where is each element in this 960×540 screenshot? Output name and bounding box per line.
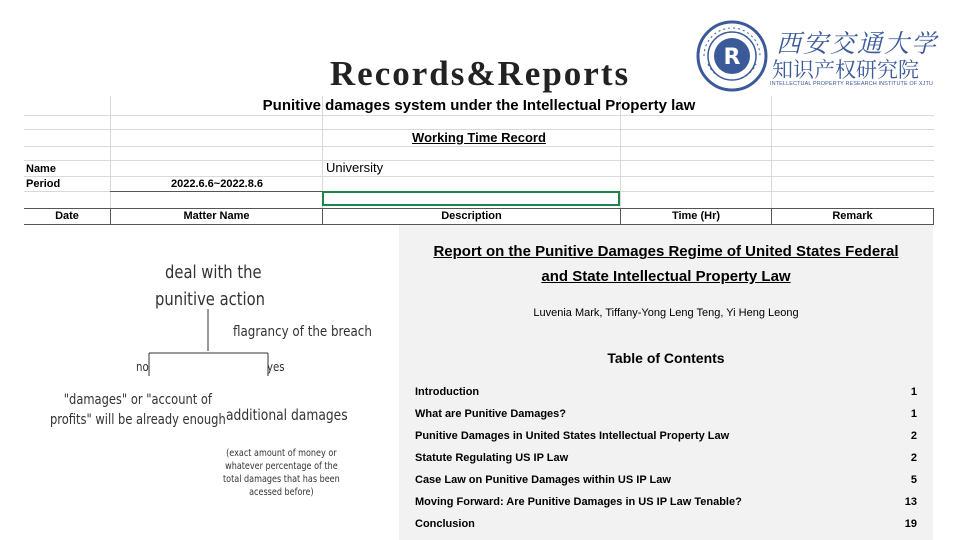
- grid-line: [24, 115, 934, 116]
- slide-title: Records&Reports: [329, 54, 631, 93]
- diagram-no-outcome: [50, 390, 226, 430]
- diagram-note-line: total damages that has been: [223, 474, 340, 485]
- logo-english-name: INTELLECTUAL PROPERTY RESEARCH INSTITUTE OF XJTU: [770, 81, 934, 87]
- diagram-yes-outcome: additional damages: [226, 406, 348, 424]
- toc-heading: Table of Contents: [607, 350, 725, 366]
- logo-institute-name: 知识产权研究院: [772, 58, 919, 82]
- diagram-root: [155, 259, 265, 313]
- diagram-note-line: (exact amount of money or: [226, 448, 337, 459]
- university-seal-icon: [696, 20, 768, 92]
- toc-entry-title: Statute Regulating US IP Law: [415, 452, 569, 464]
- sheet-subtitle: Working Time Record: [412, 130, 546, 145]
- diagram-root-line1: deal with the: [165, 262, 262, 283]
- toc-entry-page: 13: [904, 496, 917, 508]
- working-time-spreadsheet: [24, 96, 936, 224]
- toc-entry-title: Conclusion: [415, 518, 475, 530]
- toc-entry-page: 5: [910, 474, 917, 486]
- report-title-line1: Report on the Punitive Damages Regime of United States Federal: [433, 243, 899, 260]
- toc-entry[interactable]: [415, 517, 917, 539]
- header-remark[interactable]: Remark: [772, 209, 934, 224]
- header-date[interactable]: Date: [24, 209, 111, 224]
- diagram-note-line: whatever percentage of the: [225, 461, 338, 472]
- sheet-title: Punitive damages system under the Intellectual Property law: [262, 97, 696, 114]
- name-label: Name: [26, 163, 56, 175]
- report-title: [399, 239, 933, 289]
- diagram-no-outcome-line1: "damages" or "account of: [63, 392, 212, 408]
- header-time[interactable]: Time (Hr): [621, 209, 772, 224]
- period-underline: [110, 191, 322, 192]
- xjtu-ip-logo: [696, 20, 939, 92]
- table-of-contents: [415, 385, 917, 539]
- university-cell[interactable]: University: [326, 160, 384, 175]
- diagram-yes-label: yes: [267, 360, 285, 374]
- toc-entry-page: 19: [904, 518, 917, 530]
- grid-line: [24, 160, 934, 161]
- toc-entry[interactable]: [415, 495, 917, 517]
- toc-entry[interactable]: [415, 473, 917, 495]
- toc-entry-title: Case Law on Punitive Damages within US IP Law: [415, 474, 671, 486]
- toc-entry[interactable]: [415, 407, 917, 429]
- diagram-criterion: flagrancy of the breach: [233, 324, 372, 340]
- diagram-no-outcome-line2: profits" will be already enough: [50, 412, 226, 428]
- header-description[interactable]: Description: [323, 209, 621, 224]
- toc-entry-title: Introduction: [415, 386, 480, 398]
- diagram-note-line: acessed before): [249, 487, 314, 498]
- decision-diagram: [25, 225, 395, 540]
- report-title-line2: and State Intellectual Property Law: [541, 268, 791, 285]
- toc-entry[interactable]: [415, 451, 917, 473]
- period-label: Period: [26, 178, 61, 190]
- diagram-note: [223, 447, 340, 499]
- header-matter-name[interactable]: Matter Name: [111, 209, 323, 224]
- toc-entry-page: 1: [910, 386, 917, 398]
- toc-entry-page: 2: [910, 452, 917, 464]
- report-page: [399, 225, 933, 540]
- grid-line: [24, 146, 934, 147]
- selected-cell[interactable]: [322, 191, 620, 206]
- toc-entry-page: 2: [910, 430, 917, 442]
- period-value[interactable]: 2022.6.6~2022.8.6: [170, 178, 264, 190]
- report-authors: Luvenia Mark, Tiffany-Yong Leng Teng, Yi Heng Leong: [533, 307, 799, 319]
- logo-university-name: 西安交通大学: [776, 29, 939, 58]
- diagram-root-line2: punitive action: [155, 289, 266, 310]
- table-header-row: [24, 208, 934, 225]
- toc-entry-title: What are Punitive Damages?: [415, 408, 566, 420]
- toc-entry-title: Moving Forward: Are Punitive Damages in US IP Law Tenable?: [415, 496, 742, 508]
- toc-entry-title: Punitive Damages in United States Intellectual Property Law: [415, 430, 730, 442]
- toc-entry-page: 1: [910, 408, 917, 420]
- toc-entry[interactable]: [415, 429, 917, 451]
- toc-entry[interactable]: [415, 385, 917, 407]
- diagram-no-label: no: [136, 360, 149, 374]
- seal-letter: R: [723, 45, 741, 70]
